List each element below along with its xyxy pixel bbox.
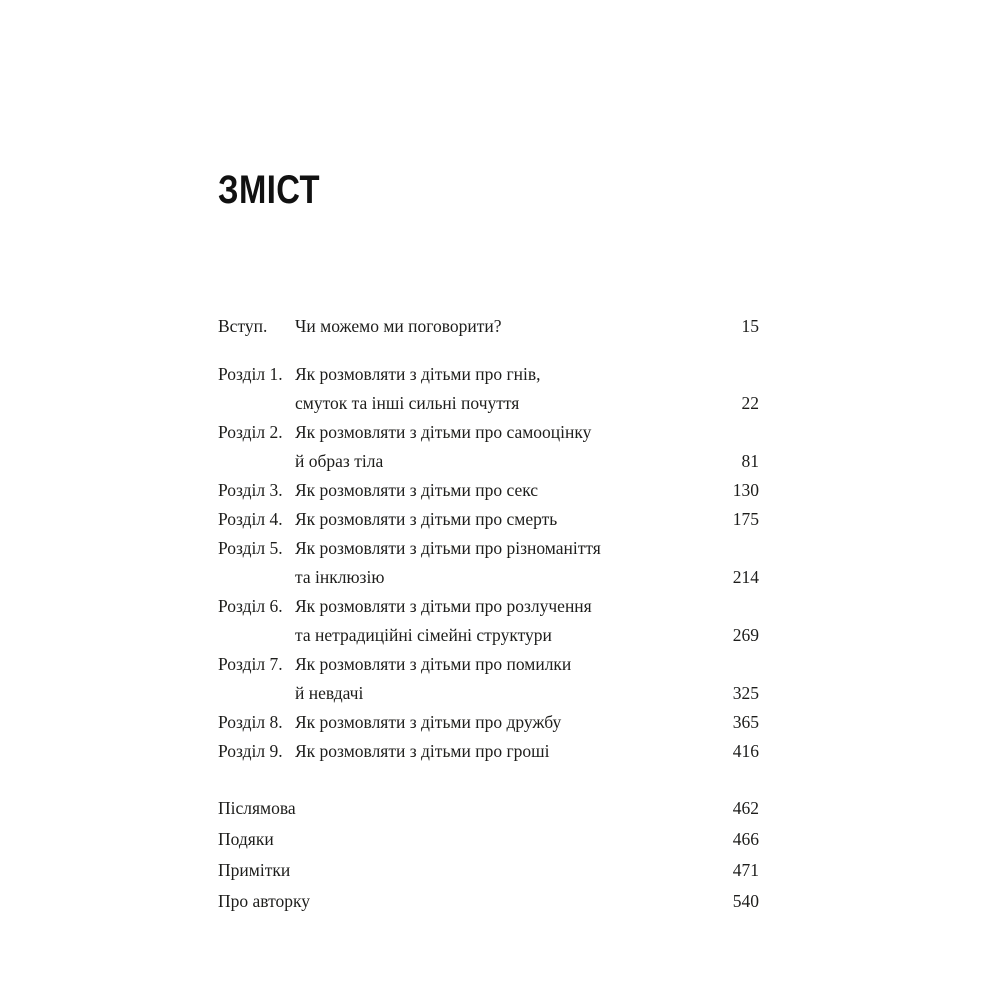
entry-label: Розділ 3. <box>218 480 283 500</box>
entry-label: Розділ 1. <box>218 364 283 384</box>
entry-text: смуток та інші сильні почуття <box>295 393 520 413</box>
entry-text: Як розмовляти з дітьми про смерть <box>295 509 558 529</box>
back-matter-row <box>218 824 759 855</box>
entry-page: 130 <box>732 480 759 500</box>
toc-row <box>218 418 759 447</box>
toc-row <box>218 505 759 534</box>
entry-text: Як розмовляти з дітьми про дружбу <box>295 712 562 732</box>
toc-content <box>218 170 759 917</box>
back-matter-row <box>218 886 759 917</box>
entry-label: Розділ 8. <box>218 712 283 732</box>
entry-page: 365 <box>732 712 759 732</box>
toc-row <box>218 621 759 650</box>
back-matter-row <box>218 855 759 886</box>
entry-page: 416 <box>732 741 759 761</box>
entry-text: Про авторку <box>218 891 311 911</box>
entry-page: 269 <box>732 625 759 645</box>
entry-page: 22 <box>741 393 759 413</box>
entry-text: Як розмовляти з дітьми про помилки <box>295 654 572 674</box>
toc-row <box>218 708 759 737</box>
toc-row <box>218 679 759 708</box>
entry-text: Подяки <box>218 829 274 849</box>
entry-text: Як розмовляти з дітьми про секс <box>295 480 539 500</box>
entry-page: 466 <box>732 829 759 849</box>
toc-row <box>218 476 759 505</box>
toc-row <box>218 447 759 476</box>
page-title: ЗМІСТ <box>218 168 320 212</box>
toc-row <box>218 563 759 592</box>
entry-text: Як розмовляти з дітьми про різноманіття <box>295 538 601 558</box>
entry-label: Розділ 9. <box>218 741 283 761</box>
entry-text: Як розмовляти з дітьми про самооцінку <box>295 422 592 442</box>
entry-page: 462 <box>732 798 759 818</box>
toc-row <box>218 650 759 679</box>
chapter-list <box>218 360 759 766</box>
entry-text: Післямова <box>218 798 296 818</box>
entry-label: Розділ 5. <box>218 538 283 558</box>
entry-text: Як розмовляти з дітьми про гроші <box>295 741 550 761</box>
toc-row <box>218 534 759 563</box>
entry-label: Розділ 2. <box>218 422 283 442</box>
entry-label: Розділ 6. <box>218 596 283 616</box>
entry-label: Розділ 7. <box>218 654 283 674</box>
entry-page: 81 <box>741 451 759 471</box>
toc-row <box>218 592 759 621</box>
entry-page: 471 <box>732 860 759 880</box>
entry-page: 540 <box>732 891 759 911</box>
entry-label: Розділ 4. <box>218 509 283 529</box>
entry-text: й невдачі <box>295 683 364 703</box>
entry-page: 214 <box>732 567 759 587</box>
toc-row <box>218 389 759 418</box>
entry-text: та нетрадиційні сімейні структури <box>295 625 552 645</box>
entry-label: Вступ. <box>218 316 268 336</box>
entry-text: Примітки <box>218 860 291 880</box>
table-of-contents <box>218 312 759 917</box>
entry-text: Як розмовляти з дітьми про гнів, <box>295 364 541 384</box>
entry-text: Як розмовляти з дітьми про розлучення <box>295 596 592 616</box>
back-matter-row <box>218 793 759 824</box>
entry-text: Чи можемо ми поговорити? <box>295 316 502 336</box>
entry-page: 175 <box>732 509 759 529</box>
back-matter-list <box>218 793 759 917</box>
entry-text: та інклюзію <box>295 567 385 587</box>
toc-row <box>218 360 759 389</box>
toc-entry-intro <box>218 312 759 341</box>
entry-page: 15 <box>741 316 759 336</box>
entry-text: й образ тіла <box>295 451 384 471</box>
entry-page: 325 <box>732 683 759 703</box>
toc-row <box>218 737 759 766</box>
